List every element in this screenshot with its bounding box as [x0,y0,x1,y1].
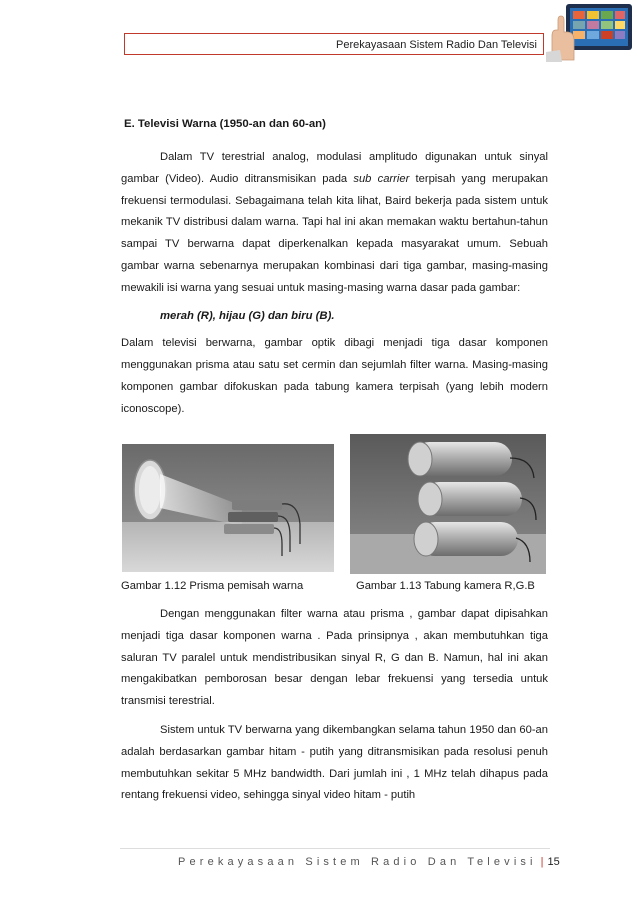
page-number: 15 [547,856,560,868]
paragraph-optical-split: Dalam televisi berwarna, gambar optik dibagi menjadi tiga dasar komponen menggunakan prisma atau satu set cermin dan sejumlah filter warna. Masing-masing komponen gambar difokuskan pada tabung kamera terpisah (yang lebih modern iconoscope). [121,337,548,415]
running-header [124,33,544,55]
sub-carrier-term: sub carrier [353,172,410,185]
paragraph-filter-prism: Dengan menggunakan filter warna atau prisma , gambar dapat dipisahkan menjadi tiga dasar komponen warna . Pada prinsipnya , akan membutuhkan tiga saluran TV paralel untuk mendistribusikan sinyal R, G dan B. Namun, hal ini akan mengakibatkan pemborosan besar dengan lebar frekuensi yang tersedia untuk transmisi terestrial. [121,608,548,708]
section-heading: E. Televisi Warna (1950-an dan 60-an) [124,118,326,130]
paragraph-color-tv-intro: Dalam TV terestrial analog, modulasi amplitudo digunakan untuk sinyal gambar (Video). Audio ditransmisikan pada sub carrier terpisah yang merupakan frekuensi termodulasi. Sebagaimana telah kita lihat, Baird bekerja pada sistem untuk mekanik TV distribusi dalam warna. Tapi hal ini akan memakan waktu bertahun-tahun sampai TV berwarna dapat diperkenalkan kepada masyarakat umum. Sebuah gambar warna sebenarnya merupakan kombinasi dari tiga gambar, masing-masing mewakili isi warna yang sesuai untuk masing-masing warna dasar pada gambar: [121,151,548,294]
figures-row [122,434,550,574]
figure-caption-1: Gambar 1.12 Prisma pemisah warna [121,580,304,592]
tv-hand-logo-image [546,2,634,62]
paragraph-color-system: Sistem untuk TV berwarna yang dikembangkan selama tahun 1950 dan 60-an adalah berdasarkan gambar hitam - putih yang ditransmisikan pada resolusi penuh membutuhkan sekitar 5 MHz bandwidth. Dari jumlah ini , 1 MHz telah dihapus pada rentang frekuensi video, sehingga sinyal video hitam - putih [121,723,548,802]
header-title: Perekayasaan Sistem Radio Dan Televisi [336,39,537,51]
section-content [121,118,548,421]
rgb-emphasis: merah (R), hijau (G) dan biru (B). [160,309,335,322]
section-content-continued [121,604,548,807]
footer-separator: | [540,856,544,868]
footer-title: Perekayasaan Sistem Radio Dan Televisi [178,856,537,868]
figure-captions [121,580,551,592]
figure-caption-2: Gambar 1.13 Tabung kamera R,G.B [356,580,535,592]
page-footer [178,856,560,868]
prism-splitter-figure [122,444,334,572]
rgb-camera-tubes-figure [350,434,546,574]
footer-divider [120,848,550,849]
